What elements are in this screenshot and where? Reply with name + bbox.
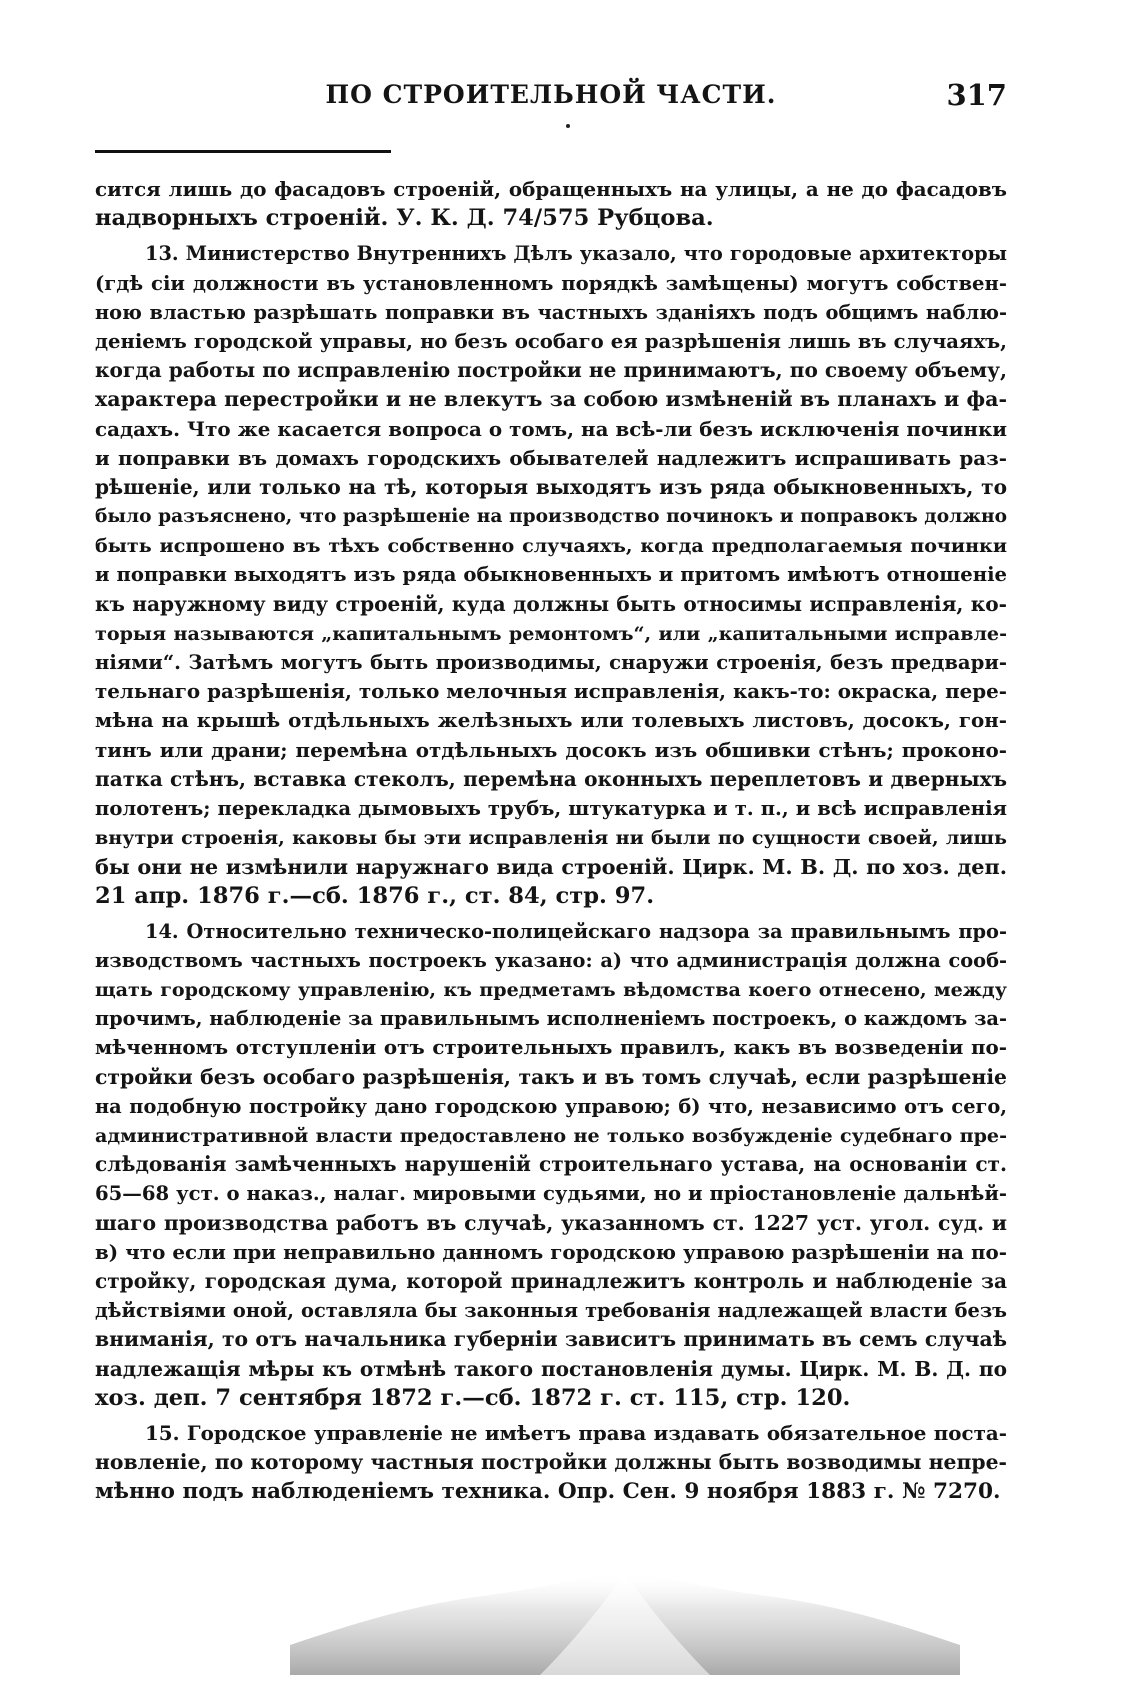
text-line: прочимъ, наблюденіе за правильнымъ исполненіемъ построекъ, о каждомъ за- bbox=[95, 1007, 1007, 1031]
header-rule bbox=[95, 150, 391, 153]
text-line: бы они не измѣнили наружнаго вида строеній. Цирк. М. В. Д. по хоз. деп. bbox=[95, 854, 1007, 880]
text-line: быть испрошено въ тѣхъ собственно случаяхъ, когда предполагаемыя починки bbox=[95, 534, 1007, 558]
text-line: шаго производства работъ въ случаѣ, указанномъ ст. 1227 уст. угол. суд. и bbox=[95, 1210, 1007, 1235]
body-text bbox=[95, 175, 1007, 1506]
text-line: характера перестройки и не влекутъ за собою измѣненій въ планахъ и фа- bbox=[95, 387, 1007, 412]
text-line: стройки безъ особаго разрѣшенія, такъ и въ томъ случаѣ, если разрѣшеніе bbox=[95, 1064, 1007, 1089]
text-line: на подобную постройку дано городскою управою; б) что, независимо отъ сего, bbox=[95, 1094, 1007, 1118]
text-line: (гдѣ сіи должности въ установленномъ порядкѣ замѣщены) могутъ собствен- bbox=[95, 271, 1007, 295]
page-number: 317 bbox=[946, 78, 1007, 112]
running-header bbox=[95, 80, 1007, 120]
text-line: рѣшеніе, или только на тѣ, которыя выходятъ изъ ряда обыкновенныхъ, то bbox=[95, 474, 1007, 499]
scan-smudge bbox=[290, 1565, 960, 1675]
text-line: торыя называются „капитальнымъ ремонтомъ“, или „капитальными исправле- bbox=[95, 621, 1007, 645]
text-line: надворныхъ строеній. У. К. Д. 74/575 Рубцова. bbox=[95, 205, 714, 232]
text-line: новленіе, по которому частныя постройки должны быть возводимы непре- bbox=[95, 1450, 1007, 1475]
text-line: 65—68 уст. о наказ., налаг. мировыми судьями, но и пріостановленіе дальнѣй- bbox=[95, 1182, 1007, 1206]
text-line: мѣна на крышѣ отдѣльныхъ желѣзныхъ или толевыхъ листовъ, досокъ, гон- bbox=[95, 708, 1007, 733]
text-line: щать городскому управленію, къ предметамъ вѣдомства коего отнесено, между bbox=[95, 978, 1007, 1002]
text-line: и поправки въ домахъ городскихъ обывателей надлежитъ испрашивать раз- bbox=[95, 445, 1007, 470]
paragraph-14 bbox=[95, 917, 1007, 1413]
text-line: патка стѣнъ, вставка стеколъ, перемѣна оконныхъ переплетовъ и дверныхъ bbox=[95, 766, 1007, 791]
paragraph-15 bbox=[95, 1419, 1007, 1507]
text-line: садахъ. Что же касается вопроса о томъ, на всѣ-ли безъ исключенія починки bbox=[95, 416, 1007, 441]
text-line: дѣйствіями оной, оставляла бы законныя требованія надлежащей власти безъ bbox=[95, 1299, 1007, 1323]
text-line: къ наружному виду строеній, куда должны быть относимы исправленія, ко- bbox=[95, 591, 1007, 616]
text-line: хоз. деп. 7 сентября 1872 г.—сб. 1872 г. ст. 115, стр. 120. bbox=[95, 1384, 851, 1411]
text-line: в) что если при неправильно данномъ городскою управою разрѣшеніи на по- bbox=[95, 1239, 1007, 1264]
text-line: внутри строенія, каковы бы эти исправленія ни были по сущности своей, лишь bbox=[95, 826, 1007, 850]
text-line: вниманія, то отъ начальника губерніи зависитъ принимать въ семъ случаѣ bbox=[95, 1327, 1007, 1352]
text-line: 14. Относительно техническо-полицейскаго надзора за правильнымъ про- bbox=[145, 919, 1007, 943]
text-line: 13. Министерство Внутреннихъ Дѣлъ указало, что городовые архитекторы bbox=[145, 242, 1007, 266]
text-line: мѣнно подъ наблюденіемъ техника. Опр. Сен. 9 ноября 1883 г. № 7270. bbox=[95, 1479, 1001, 1505]
text-line: и поправки выходятъ изъ ряда обыкновенныхъ и притомъ имѣютъ отношеніе bbox=[95, 563, 1007, 587]
text-line: мѣченномъ отступленіи отъ строительныхъ правилъ, какъ въ возведеніи по- bbox=[95, 1035, 1007, 1060]
text-line: стройку, городская дума, которой принадлежитъ контроль и наблюденіе за bbox=[95, 1268, 1007, 1293]
text-line: слѣдованія замѣченныхъ нарушеній строительнаго устава, на основаніи ст. bbox=[95, 1152, 1007, 1177]
paragraph-13 bbox=[95, 239, 1007, 910]
text-line: деніемъ городской управы, но безъ особаго ея разрѣшенія лишь въ случаяхъ, bbox=[95, 329, 1007, 353]
text-line: полотенъ; перекладка дымовыхъ трубъ, штукатурка и т. п., и всѣ исправленія bbox=[95, 796, 1007, 820]
text-line: тинъ или драни; перемѣна отдѣльныхъ досокъ изъ обшивки стѣнъ; проконо- bbox=[95, 737, 1007, 762]
text-line: 15. Городское управленіе не имѣетъ права издавать обязательное поста- bbox=[145, 1420, 1007, 1445]
text-line: надлежащія мѣры къ отмѣнѣ такого постановленія думы. Цирк. М. В. Д. по bbox=[95, 1356, 1007, 1381]
ink-dot bbox=[566, 124, 570, 128]
running-title: ПО СТРОИТЕЛЬНОЙ ЧАСТИ. bbox=[325, 80, 777, 109]
text-line: когда работы по исправленію постройки не принимаютъ, по своему объему, bbox=[95, 358, 1007, 383]
text-line: сится лишь до фасадовъ строеній, обращенныхъ на улицы, а не до фасадовъ bbox=[95, 177, 1007, 201]
paragraph-continuation bbox=[95, 175, 1007, 233]
text-line: было разъяснено, что разрѣшеніе на производство починокъ и поправокъ должно bbox=[95, 506, 1007, 528]
text-line: 21 апр. 1876 г.—сб. 1876 г., ст. 84, стр. 97. bbox=[95, 882, 655, 909]
text-line: тельнаго разрѣшенія, только мелочныя исправленія, какъ-то: окраска, пере- bbox=[95, 679, 1007, 704]
text-line: изводствомъ частныхъ построекъ указано: а) что администрація должна сооб- bbox=[95, 948, 1007, 972]
text-line: административной власти предоставлено не только возбужденіе судебнаго пре- bbox=[95, 1124, 1007, 1147]
text-line: ною властью разрѣшать поправки въ частныхъ зданіяхъ подъ общимъ наблю- bbox=[95, 300, 1007, 324]
text-line: ніями“. Затѣмъ могутъ быть производимы, снаружи строенія, безъ предвари- bbox=[95, 651, 1007, 674]
